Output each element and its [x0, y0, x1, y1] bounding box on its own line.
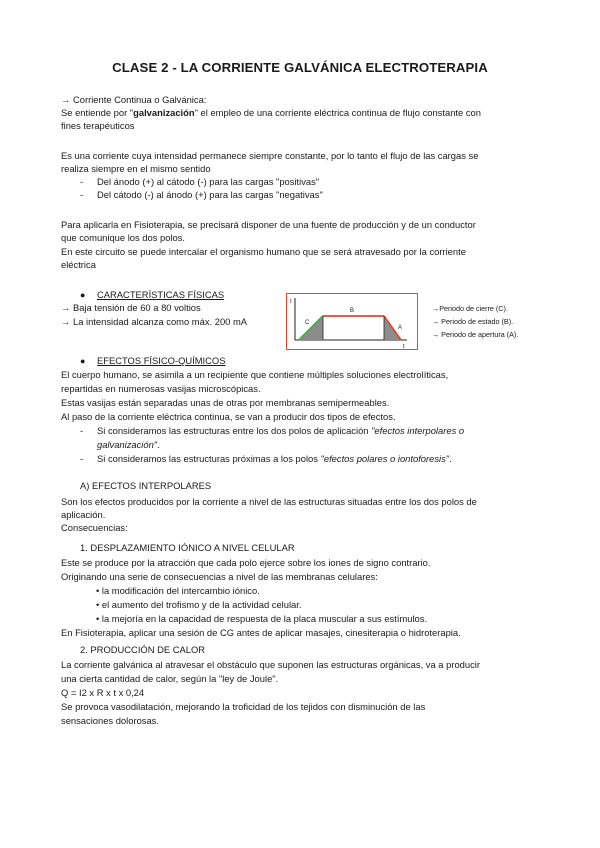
para1-line-1: Es una corriente cuya intensidad permanece siempre constante, por lo tanto el flujo de las cargas se: [61, 150, 479, 161]
x-axis-label: t: [403, 344, 405, 350]
dash-bullet: -: [80, 189, 84, 200]
desplazamiento-line-3: En Fisioterapia, aplicar una sesión de CG antes de aplicar masajes, cinesiterapia o hidroterapia.: [61, 627, 461, 638]
intro-heading: → Corriente Continua o Galvánica:: [61, 94, 207, 105]
desplazamiento-line-2: Originando una serie de consecuencias a nivel de las membranas celulares:: [61, 571, 378, 582]
para2-line-3: En este circuito se puede intercalar el organismo humano que se será atravesado por la corriente: [61, 246, 466, 257]
desplazamiento-bullet-1: • la modificación del intercambio iónico.: [96, 585, 260, 596]
y-axis-label: I: [290, 299, 292, 305]
desplazamiento-bullet-2: • el aumento del trofismo y de la actividad celular.: [96, 599, 302, 610]
dash-bullet: -: [80, 176, 84, 187]
dash-bullet: -: [80, 425, 84, 436]
intro-bold-term: galvanización: [133, 107, 195, 118]
desplazamiento-line-1: Este se produce por la atracción que cada polo ejerce sobre los iones de signo contrario.: [61, 557, 431, 568]
calor-line-4: sensaciones dolorosas.: [61, 715, 159, 726]
efectos-line-4: Al paso de la corriente eléctrica continua, se van a producir dos tipos de efectos.: [61, 411, 396, 422]
para2-line-2: que comunique los dos polos.: [61, 232, 186, 243]
efectos-bullet-italic: galvanización": [97, 439, 158, 450]
dash-bullet: -: [80, 453, 84, 464]
efectos-bullet-text: .: [449, 453, 452, 464]
label-a: A: [398, 325, 403, 331]
para1-line-2: realiza siempre en el mismo sentido: [61, 163, 211, 174]
intro-line-1: [61, 107, 481, 119]
legend-state: → Periodo de estado (B).: [432, 317, 514, 326]
para2-line-4: eléctrica: [61, 259, 96, 270]
label-c: C: [305, 320, 310, 326]
calor-line-3: Se provoca vasodilatación, mejorando la troficidad de los tejidos con disminución de las: [61, 701, 426, 712]
para2-line-1: Para aplicarla en Fisioterapia, se precisará disponer de una fuente de producción y de un conductor: [61, 219, 476, 230]
efectos-bullet-1: [97, 425, 464, 437]
bullet-dot: ●: [80, 290, 86, 300]
galvanic-current-diagram: [286, 293, 418, 350]
caracteristicas-heading: CARACTERÍSTICAS FÍSICAS: [97, 289, 225, 300]
efectos-bullet-italic: "efectos polares o iontoforesis": [320, 453, 450, 464]
caracteristicas-item-1: → Baja tensión de 60 a 80 voltios: [61, 302, 201, 313]
legend-opening: → Periodo de apertura (A).: [432, 330, 519, 339]
efectos-line-1: El cuerpo humano, se asimila a un recipiente que contiene múltiples soluciones electrolíticas,: [61, 369, 449, 380]
para1-bullet-1: Del ánodo (+) al cátodo (-) para las cargas "positivas": [97, 176, 320, 187]
efectos-line-2: repartidas en numerosas vasijas microscópicas.: [61, 383, 261, 394]
interpolares-line-2: aplicación.: [61, 509, 106, 520]
intro-line-2: fines terapéuticos: [61, 120, 135, 131]
desplazamiento-heading: 1. DESPLAZAMIENTO IÓNICO A NIVEL CELULAR: [80, 542, 295, 553]
intro-text: " el empleo de una corriente eléctrica continua de flujo constante con: [194, 107, 481, 118]
efectos-bullet-text: Si consideramos las estructuras entre los dos polos de aplicación: [97, 425, 372, 436]
efectos-line-3: Estas vasijas están separadas unas de otras por membranas semipermeables.: [61, 397, 390, 408]
efectos-bullet-text: .: [157, 439, 160, 450]
efectos-heading: EFECTOS FÍSICO-QUÍMICOS: [97, 355, 226, 366]
interpolares-line-3: Consecuencias:: [61, 522, 128, 533]
page-title: CLASE 2 - LA CORRIENTE GALVÁNICA ELECTROTERAPIA: [112, 60, 488, 75]
bullet-dot: ●: [80, 356, 86, 366]
caracteristicas-item-2: → La intensidad alcanza como máx. 200 mA: [61, 316, 248, 327]
efectos-bullet-1-cont: [97, 439, 160, 451]
efectos-bullet-italic: "efectos interpolares o: [371, 425, 465, 436]
interpolares-heading: A) EFECTOS INTERPOLARES: [80, 480, 212, 491]
calor-heading: 2. PRODUCCIÓN DE CALOR: [80, 644, 206, 655]
joule-formula: Q = I2 x R x t x 0,24: [61, 687, 145, 698]
intro-text: Se entiende por ": [61, 107, 134, 118]
desplazamiento-bullet-3: • la mejoría en la capacidad de respuesta de la placa muscular a sus estímulos.: [96, 613, 428, 624]
interpolares-line-1: Son los efectos producidos por la corriente a nivel de las estructuras situadas entre los dos polos de: [61, 496, 477, 507]
efectos-bullet-2: [97, 453, 452, 465]
calor-line-2: una cierta cantidad de calor, según la "ley de Joule".: [61, 673, 279, 684]
efectos-bullet-text: Si consideramos las estructuras próximas a los polos: [97, 453, 321, 464]
para1-bullet-2: Del cátodo (-) al ánodo (+) para las cargas "negativas": [97, 189, 323, 200]
legend-closing: →Periodo de cierre (C).: [432, 304, 508, 313]
calor-line-1: La corriente galvánica al atravesar el obstáculo que suponen las estructuras orgánicas, va a producir: [61, 659, 480, 670]
label-b: B: [350, 308, 355, 314]
